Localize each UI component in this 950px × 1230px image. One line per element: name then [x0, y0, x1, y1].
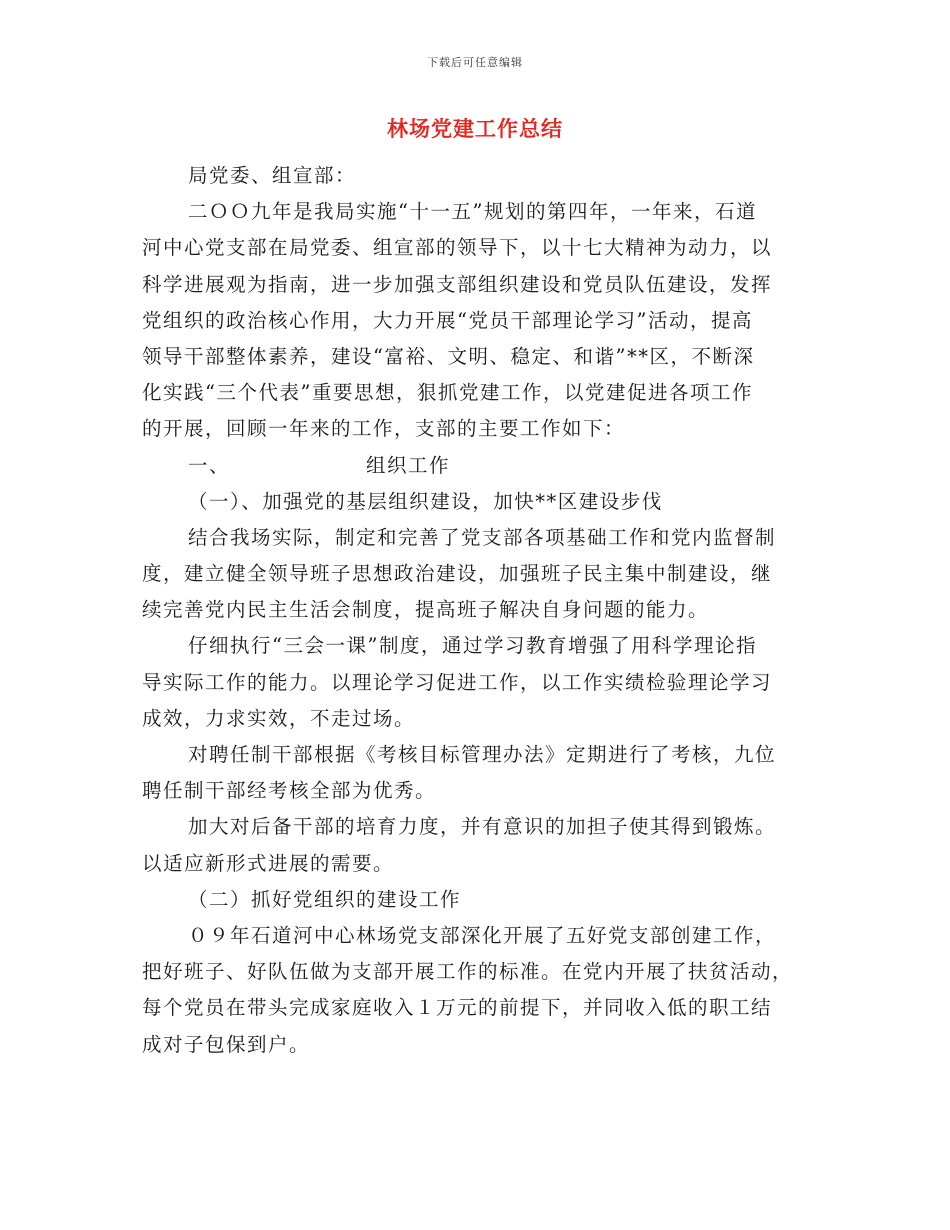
text-line: 河中心党支部在局党委、组宣部的领导下，以十七大精神为动力，以 [142, 236, 773, 260]
text-line: 对聘任制干部根据《考核目标管理办法》定期进行了考核，九位 [188, 743, 777, 766]
text-line: 度，建立健全领导班子思想政治建设，加强班子民主集中制建设，继 [142, 562, 773, 586]
intro-paragraph [142, 194, 810, 447]
text-line: 导实际工作的能力。以理论学习促进工作，以工作实绩检验理论学习 [142, 670, 773, 694]
subsection-heading: （一）、加强党的基层组织建设，加快**区建设步伐 [188, 489, 663, 513]
text-line: 仔细执行“三会一课”制度，通过学习教育增强了用科学理论指 [188, 634, 757, 658]
text-line: 续完善党内民主生活会制度，提高班子解决自身问题的能力。 [142, 598, 710, 622]
text-line: 领导干部整体素养，建设“富裕、文明、稳定、和谐”**区，不断深 [142, 344, 755, 368]
text-line: 加大对后备干部的培育力度，并有意识的加担子使其得到锻炼。 [188, 815, 777, 839]
paragraph [142, 737, 810, 809]
paragraph [142, 628, 810, 737]
text-line: 的开展，回顾一年来的工作，支部的主要工作如下： [142, 417, 626, 441]
paragraph [142, 809, 810, 881]
text-line: 党组织的政治核心作用，大力开展“党员干部理论学习”活动，提高 [142, 308, 753, 332]
paragraph [142, 918, 810, 1063]
text-line: 以适应新形式进展的需要。 [142, 851, 395, 875]
text-line: 成对子包保到户。 [142, 1032, 311, 1056]
text-line: 把好班子、好队伍做为支部开展工作的标准。在党内开展了扶贫活动， [142, 960, 794, 984]
salutation: 局党委、组宣部： [188, 164, 357, 187]
text-line: 聘任制干部经考核全部为优秀。 [142, 779, 437, 803]
text-line: 化实践“三个代表”重要思想，狠抓党建工作，以党建促进各项工作 [142, 381, 753, 405]
subsection-heading: （二）抓好党组织的建设工作 [188, 887, 462, 911]
section-title: 组织工作 [366, 453, 451, 477]
section-heading [142, 448, 810, 484]
text-line: ０９年石道河中心林场党支部深化开展了五好党支部创建工作， [188, 923, 777, 947]
section-number: 一、 [188, 453, 231, 477]
page-header-note: 下载后可任意编辑 [427, 56, 523, 69]
text-line: 成效，力求实效，不走过场。 [142, 706, 416, 730]
document-title: 林场党建工作总结 [387, 116, 563, 141]
paragraph [142, 520, 810, 629]
document-body [142, 158, 810, 1063]
text-line: 科学进展观为指南，进一步加强支部组织建设和党员队伍建设，发挥 [142, 272, 773, 296]
text-line: 每个党员在带头完成家庭收入１万元的前提下，并同收入低的职工结 [142, 996, 773, 1020]
text-line: 结合我场实际，制定和完善了党支部各项基础工作和党内监督制 [188, 525, 777, 549]
text-line: 二ＯＯ九年是我局实施“十一五”规划的第四年，一年来，石道 [188, 200, 757, 224]
